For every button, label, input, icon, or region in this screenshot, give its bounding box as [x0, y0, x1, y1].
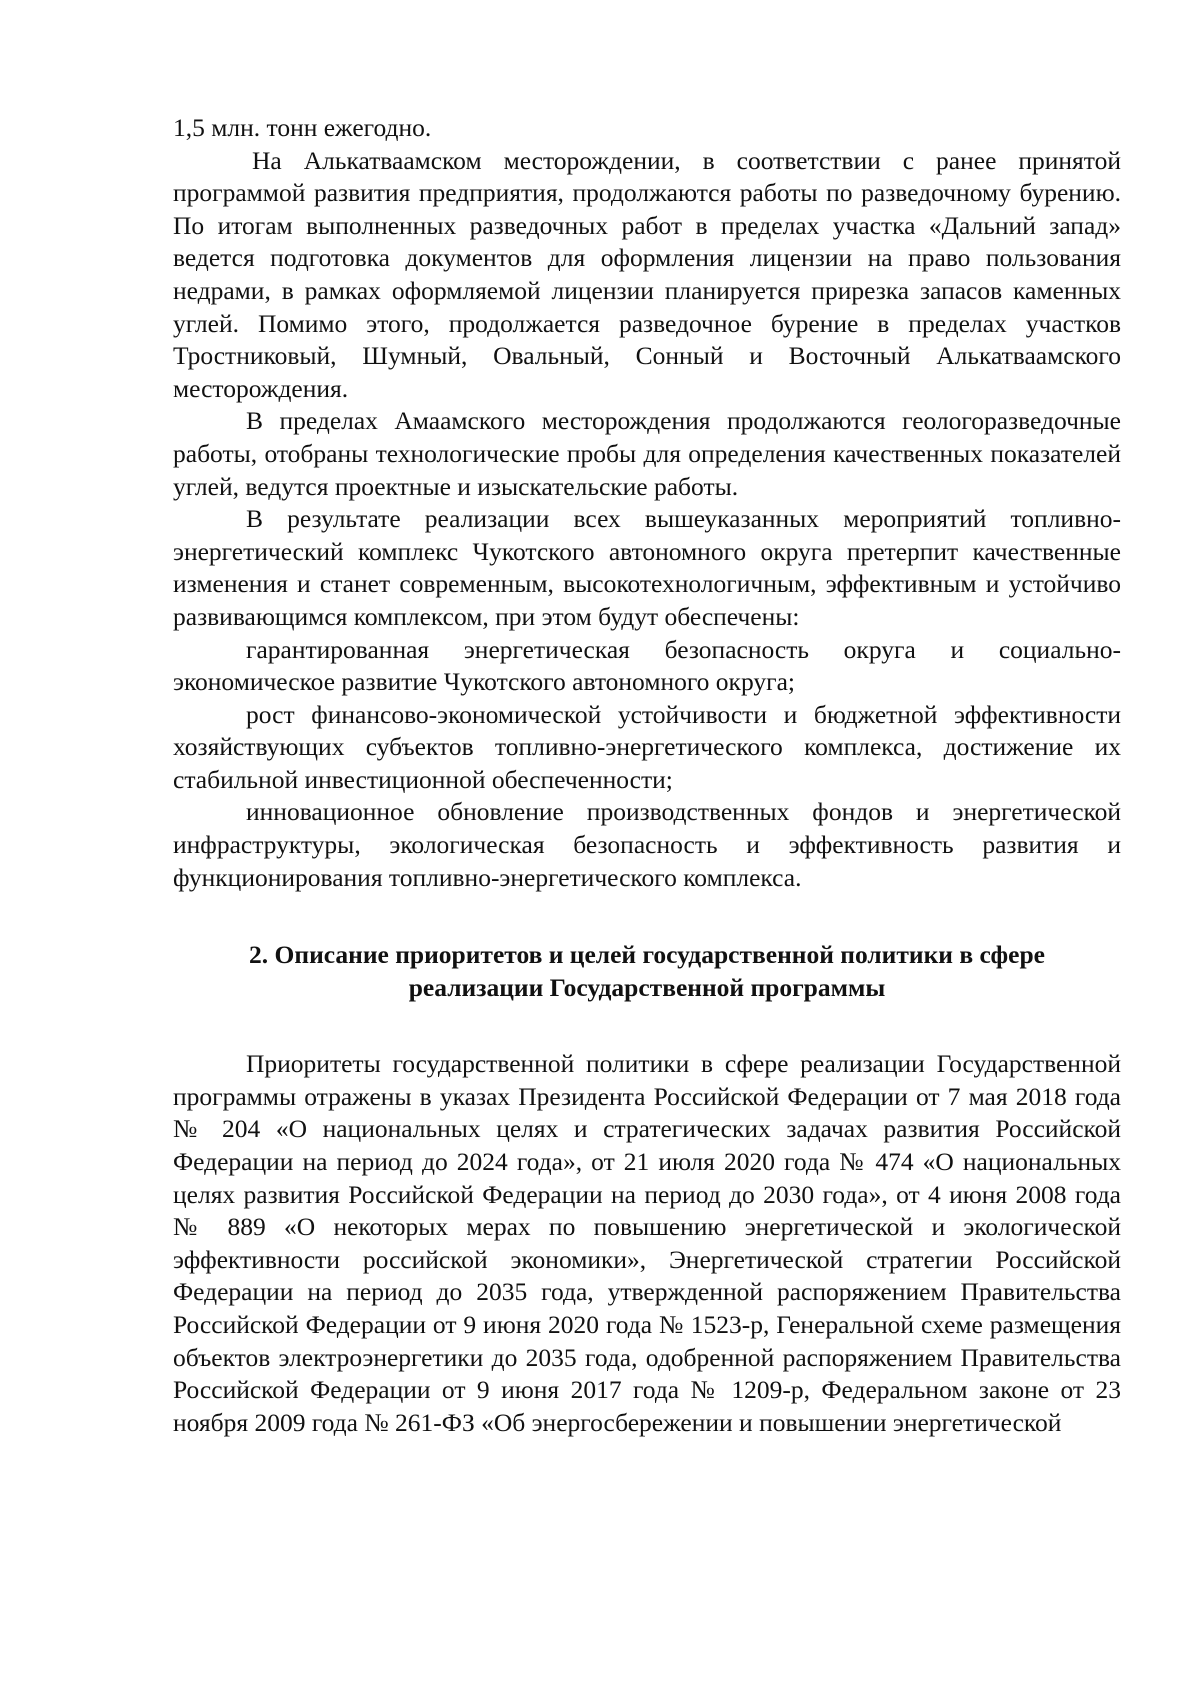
- section-heading-line2: реализации Государственной программы: [408, 973, 886, 1003]
- document-page: [173, 112, 1121, 1439]
- paragraph-results: В результате реализации всех вышеуказанных мероприятий топливно-энергетический комплекс Чукотского автономного округа претерпит качественные изменения и станет современным, высокотехнологичным, эффективным и устойчиво развивающимся комплексом, при этом будут обеспечены:: [173, 504, 1121, 631]
- paragraph-priorities: Приоритеты государственной политики в сфере реализации Государственной программы отражены в указах Президента Российской Федерации от 7 мая 2018 года № 204 «О национальных целях и стратегических задачах развития Российской Федерации на период до 2024 года», от 21 июля 2020 года № 474 «О национальных целях развития Российской Федерации на период до 2030 года», от 4 июня 2008 года № 889 «О некоторых мерах по повышению энергетической и экологической эффективности российской экономики», Энергетической стратегии Российской Федерации на период до 2035 года, утвержденной распоряжением Правительства Российской Федерации от 9 июня 2020 года № 1523-р, Генеральной схеме размещения объектов электроэнергетики до 2035 года, одобренной распоряжением Правительства Российской Федерации от 9 июня 2017 года № 1209-р, Федеральном законе от 23 ноября 2009 года № 261-ФЗ «Об энергосбережении и повышении энергетической: [173, 1049, 1121, 1437]
- section-heading-line1: 2. Описание приоритетов и целей государственной политики в сфере: [249, 940, 1045, 970]
- list-item-growth: рост финансово-экономической устойчивости и бюджетной эффективности хозяйствующих субъектов топливно-энергетического комплекса, достижение их стабильной инвестиционной обеспеченности;: [173, 699, 1121, 794]
- list-item-security: гарантированная энергетическая безопасность округа и социально-экономическое развитие Чукотского автономного округа;: [173, 634, 1121, 697]
- paragraph-continuation: 1,5 млн. тонн ежегодно.: [173, 113, 432, 142]
- section-heading: [173, 938, 1121, 1004]
- paragraph-amaam: В пределах Амаамского месторождения продолжаются геологоразведочные работы, отобраны технологические пробы для определения качественных показателей углей, ведутся проектные и изыскательские работы.: [173, 406, 1121, 501]
- list-item-innovation: инновационное обновление производственных фондов и энергетической инфраструктуры, экологическая безопасность и эффективность развития и функционирования топливно-энергетического комплекса.: [173, 797, 1121, 892]
- paragraph-alkatvaam: На Алькатваамском месторождении, в соответствии с ранее принятой программой развития предприятия, продолжаются работы по разведочному бурению. По итогам выполненных разведочных работ в пределах участка «Дальний запад» ведется подготовка документов для оформления лицензии на право пользования недрами, в рамках оформляемой лицензии планируется прирезка запасов каменных углей. Помимо этого, продолжается разведочное бурение в пределах участков Тростниковый, Шумный, Овальный, Сонный и Восточный Алькатваамского месторождения.: [173, 145, 1121, 403]
